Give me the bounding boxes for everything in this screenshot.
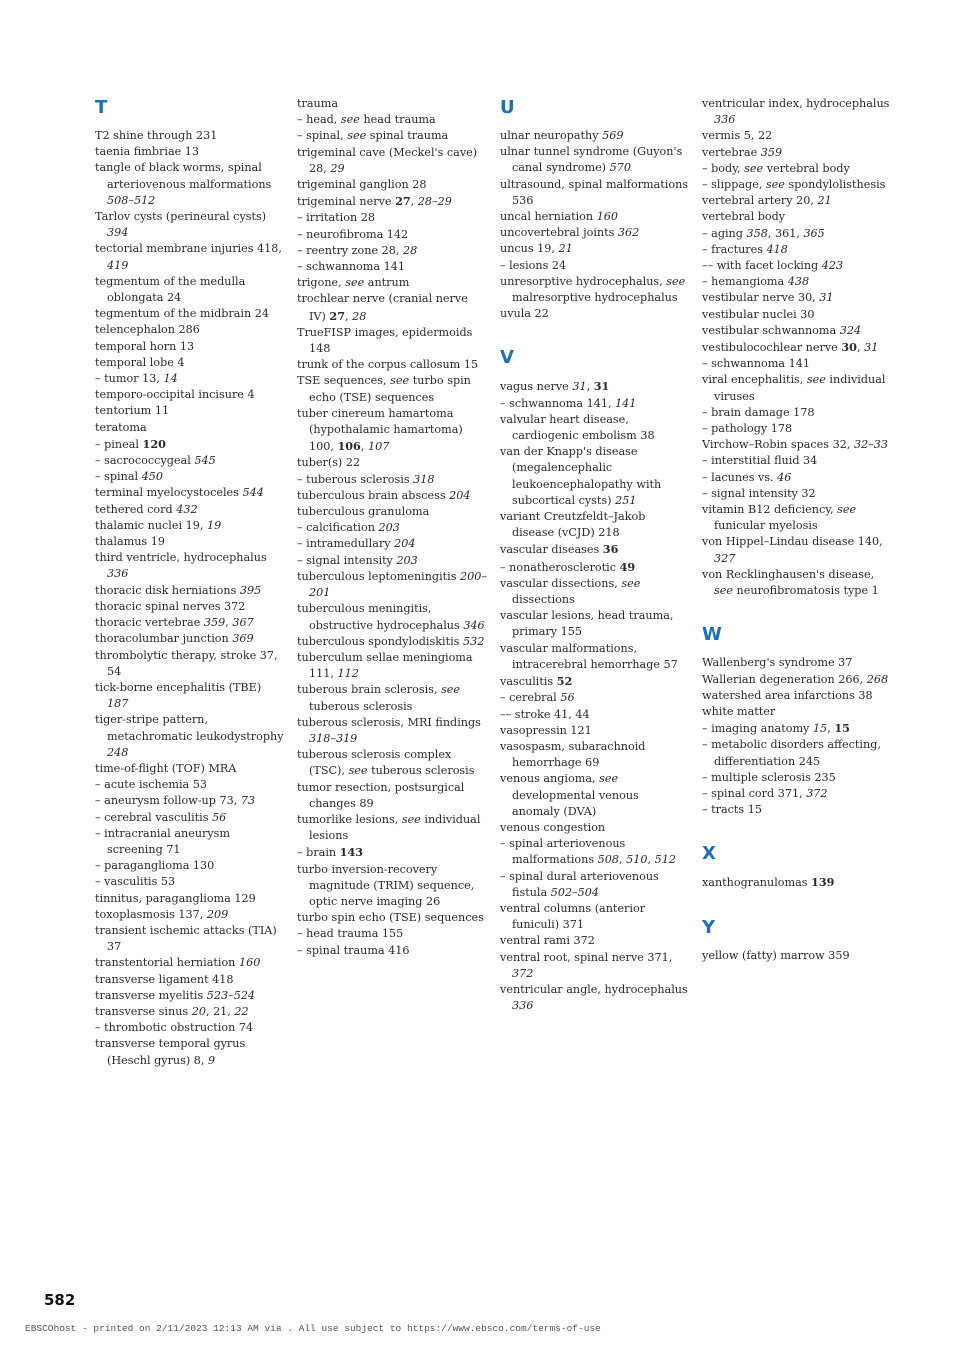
index-entry: – spinal 450	[95, 470, 163, 484]
index-entry: – spinal trauma 416	[297, 943, 410, 957]
index-entry: – interstitial fluid 34	[702, 454, 818, 468]
index-entry: temporal lobe 4	[95, 355, 185, 369]
index-entry: – tuberous sclerosis 318	[297, 472, 435, 486]
index-entry: – spinal dural arteriovenous fistula 502–504	[500, 869, 659, 899]
index-entry: temporo-occipital incisure 4	[95, 388, 255, 402]
index-entry: watershed area infarctions 38	[702, 688, 873, 702]
index-entry: tuberous sclerosis complex (TSC), see tuberous sclerosis	[297, 748, 475, 778]
index-entry: tuberculous meningitis, obstructive hydrocephalus 346	[297, 602, 485, 632]
index-entry: teratoma	[95, 420, 147, 434]
index-entry: – slippage, see spondylolisthesis	[702, 178, 886, 192]
index-entry: vascular diseases 36	[500, 542, 619, 557]
index-entry: trochlear nerve (cranial nerve IV) 27, 28	[297, 292, 468, 323]
index-entry: vertebrae 359	[702, 145, 783, 159]
index-entry: thoracolumbar junction 369	[95, 632, 254, 646]
index-entry: tuberous sclerosis, MRI findings 318–319	[297, 715, 481, 745]
index-entry: ventral columns (anterior funiculi) 371	[500, 901, 646, 932]
index-entry: thoracic spinal nerves 372	[95, 599, 246, 613]
index-entry: vasopressin 121	[500, 723, 592, 737]
index-entry: – hemangioma 438	[702, 275, 810, 289]
index-entry: – neurofibroma 142	[297, 227, 409, 241]
index-entry: – pathology 178	[702, 422, 793, 436]
index-entry: tinnitus, paraganglioma 129	[95, 891, 256, 905]
index-entry: uvula 22	[500, 307, 549, 321]
index-entry: TSE sequences, see turbo spin echo (TSE) sequences	[297, 374, 471, 404]
index-entry: – signal intensity 32	[702, 486, 816, 500]
index-entry: von Hippel–Lindau disease 140, 327	[702, 535, 883, 565]
index-entry: transverse sinus 20, 21, 22	[95, 1004, 249, 1018]
index-entry: – brain 143	[297, 845, 364, 860]
index-entry: vitamin B12 deficiency, see funicular myelosis	[702, 503, 857, 533]
index-entry: thoracic disk herniations 395	[95, 583, 262, 597]
index-entry: tumorlike lesions, see individual lesions	[297, 812, 481, 843]
index-entry: Virchow–Robin spaces 32, 32–33	[702, 438, 889, 452]
index-entry: vascular malformations, intracerebral hemorrhage 57	[500, 641, 678, 671]
index-entry: ventral rami 372	[500, 934, 595, 948]
index-entry: – intracranial aneurysm screening 71	[95, 826, 231, 856]
index-entry: – irritation 28	[297, 211, 375, 225]
index-entry: Tarlov cysts (perineural cysts) 394	[95, 210, 267, 240]
index-entry: vasospasm, subarachnoid hemorrhage 69	[500, 739, 646, 770]
index-entry: – aging 358, 361, 365	[702, 226, 825, 240]
index-entry: taenia fimbriae 13	[95, 145, 200, 159]
index-entry: tuberculous leptomeningitis 200–201	[297, 569, 487, 600]
index-entry: – calcification 203	[297, 521, 400, 535]
index-entry: time-of-flight (TOF) MRA	[95, 761, 237, 775]
index-entry: vasculitis 52	[500, 674, 573, 689]
index-entry: third ventricle, hydrocephalus 336	[95, 551, 267, 581]
index-entry: vertebral artery 20, 21	[702, 194, 832, 208]
index-entry: tiger-stripe pattern, metachromatic leukodystrophy 248	[95, 713, 284, 759]
index-entry: yellow (fatty) marrow 359	[702, 948, 850, 962]
index-entry: viral encephalitis, see individual viruses	[702, 373, 886, 403]
index-entry: – imaging anatomy 15, 15	[702, 721, 850, 736]
section-letter-y: Y	[702, 916, 716, 938]
index-entry: trigone, see antrum	[297, 276, 410, 290]
index-entry: – tracts 15	[702, 803, 762, 817]
index-entry: – vasculitis 53	[95, 875, 176, 889]
index-entry: trigeminal nerve 27, 28–29	[297, 194, 452, 209]
index-entry: – reentry zone 28, 28	[297, 243, 418, 257]
index-entry: ventral root, spinal nerve 371, 372	[500, 950, 673, 980]
index-entry: – lacunes vs. 46	[702, 470, 792, 484]
index-entry: vertebral body	[702, 210, 786, 224]
page-number: 582	[44, 1291, 76, 1309]
index-entry: – multiple sclerosis 235	[702, 770, 836, 784]
index-entry: tegmentum of the midbrain 24	[95, 307, 269, 321]
index-entry: tumor resection, postsurgical changes 89	[297, 780, 465, 810]
index-entry: – acute ischemia 53	[95, 778, 208, 792]
index-entry: – nonatherosclerotic 49	[500, 559, 636, 574]
index-entry: tuberous brain sclerosis, see tuberous sclerosis	[297, 683, 461, 713]
index-entry: – spinal cord 371, 372	[702, 786, 828, 800]
index-entry: tuberculous granuloma	[297, 505, 430, 519]
index-entry: – cerebral 56	[500, 691, 575, 705]
index-column-3	[500, 96, 690, 1014]
index-entry: vestibular schwannoma 324	[702, 323, 862, 337]
index-entry: temporal horn 13	[95, 339, 195, 353]
index-entry: vestibulocochlear nerve 30, 31	[702, 340, 879, 355]
index-entry: valvular heart disease, cardiogenic embolism 38	[500, 412, 655, 443]
index-entry: uncus 19, 21	[500, 242, 573, 256]
section-letter-w: W	[702, 624, 722, 646]
index-entry: transient ischemic attacks (TIA) 37	[95, 923, 277, 954]
section-letter-v: V	[500, 347, 514, 369]
index-entry: tuberculous spondylodiskitis 532	[297, 634, 485, 648]
index-entry: ultrasound, spinal malformations 536	[500, 177, 689, 207]
index-entry: ventricular index, hydrocephalus 336	[702, 97, 890, 127]
index-entry: transverse ligament 418	[95, 972, 234, 986]
index-entry: tuberculum sellae meningioma 111, 112	[297, 650, 473, 681]
index-entry: tectorial membrane injuries 418, 419	[95, 242, 282, 272]
index-entry: – intramedullary 204	[297, 537, 416, 551]
index-entry: ulnar neuropathy 569	[500, 129, 624, 142]
index-entry: – sacrococcygeal 545	[95, 454, 216, 468]
index-entry: thoracic vertebrae 359, 367	[95, 616, 254, 630]
index-entry: – thrombotic obstruction 74	[95, 1021, 254, 1035]
index-entry: TrueFISP images, epidermoids 148	[297, 325, 473, 356]
index-entry: – head, see head trauma	[297, 113, 436, 127]
index-entry: – schwannoma 141	[297, 260, 405, 274]
index-entry: van der Knapp's disease (megalencephalic leukoencephalopathy with subcortical cysts) 251	[500, 445, 662, 507]
index-entry: – fractures 418	[702, 242, 788, 256]
index-entry: vascular lesions, head trauma, primary 155	[500, 609, 674, 639]
section-letter-x: X	[702, 843, 716, 865]
index-entry: transverse temporal gyrus (Heschl gyrus) 8, 9	[95, 1037, 246, 1067]
index-entry: thalamus 19	[95, 535, 165, 549]
index-entry: thalamic nuclei 19, 19	[95, 518, 222, 532]
index-entry: – metabolic disorders affecting, differentiation 245	[702, 738, 881, 768]
index-entry: vestibular nerve 30, 31	[702, 291, 834, 305]
index-entry: terminal myelocystoceles 544	[95, 486, 264, 500]
index-entry: tuber(s) 22	[297, 456, 361, 470]
index-entry: turbo inversion-recovery magnitude (TRIM) sequence, optic nerve imaging 26	[297, 862, 475, 908]
index-entry: – spinal arteriovenous malformations 508, 510, 512	[500, 837, 676, 867]
section-letter-t: T	[95, 97, 108, 118]
index-entry: – paraganglioma 130	[95, 859, 215, 873]
index-entry: – head trauma 155	[297, 927, 404, 941]
index-entry: trigeminal ganglion 28	[297, 178, 427, 192]
index-entry: venous congestion	[500, 820, 606, 834]
index-entry: tegmentum of the medulla oblongata 24	[95, 274, 246, 305]
index-entry: – schwannoma 141	[702, 357, 810, 371]
index-entry: vestibular nuclei 30	[702, 307, 815, 321]
index-entry: xanthogranulomas 139	[702, 875, 835, 890]
index-entry: uncal herniation 160	[500, 210, 619, 224]
index-entry: – tumor 13, 14	[95, 372, 178, 386]
index-entry: turbo spin echo (TSE) sequences	[297, 911, 484, 925]
index-entry: T2 shine through 231	[95, 129, 218, 142]
index-entry: Wallerian degeneration 266, 268	[702, 672, 889, 686]
index-entry: transtentorial herniation 160	[95, 956, 261, 970]
index-entry: tick-borne encephalitis (TBE) 187	[95, 680, 262, 711]
index-entry: telencephalon 286	[95, 323, 200, 337]
index-entry: venous angioma, see developmental venous anomaly (DVA)	[500, 772, 639, 818]
index-entry: unresorptive hydrocephalus, see malresorptive hydrocephalus	[500, 274, 686, 305]
index-entry: tuberculous brain abscess 204	[297, 488, 471, 502]
index-entry: tuber cinereum hamartoma (hypothalamic hamartoma) 100, 106, 107	[297, 406, 463, 454]
index-entry: white matter	[702, 704, 776, 718]
index-entry: uncovertebral joints 362	[500, 226, 640, 240]
index-entry: trigeminal cave (Meckel's cave) 28, 29	[297, 145, 478, 175]
index-entry: thrombolytic therapy, stroke 37, 54	[95, 648, 278, 678]
index-entry: tentorium 11	[95, 404, 170, 418]
index-entry: –– stroke 41, 44	[500, 707, 590, 721]
index-entry: – schwannoma 141, 141	[500, 396, 637, 410]
index-entry: trauma	[297, 97, 338, 110]
index-entry: variant Creutzfeldt–Jakob disease (vCJD) 218	[500, 510, 646, 540]
index-entry: –– with facet locking 423	[702, 259, 844, 273]
index-entry: – brain damage 178	[702, 405, 815, 419]
index-entry: vermis 5, 22	[702, 129, 773, 143]
index-entry: – lesions 24	[500, 258, 567, 272]
footer-notice: EBSCOhost - printed on 2/11/2023 12:13 AM via . All use subject to https://www.ebsco.com/terms-of-use	[25, 1323, 601, 1334]
index-entry: toxoplasmosis 137, 209	[95, 907, 229, 921]
index-column-1	[95, 96, 285, 1069]
index-entry: trunk of the corpus callosum 15	[297, 358, 479, 372]
index-entry: – pineal 120	[95, 436, 166, 451]
index-entry: – signal intensity 203	[297, 553, 418, 567]
index-entry: – body, see vertebral body	[702, 161, 850, 175]
index-entry: tethered cord 432	[95, 502, 198, 516]
index-entry: Wallenberg's syndrome 37	[702, 656, 853, 670]
index-entry: ventricular angle, hydrocephalus 336	[500, 982, 688, 1013]
index-column-4	[702, 96, 892, 964]
index-entry: ulnar tunnel syndrome (Guyon's canal syndrome) 570	[500, 145, 683, 175]
index-entry: von Recklinghausen's disease, see neurofibromatosis type 1	[702, 567, 879, 598]
index-entry: vascular dissections, see dissections	[500, 576, 641, 607]
index-column-2	[297, 96, 487, 959]
index-entry: – spinal, see spinal trauma	[297, 129, 449, 143]
index-entry: transverse myelitis 523–524	[95, 988, 256, 1002]
index-entry: – cerebral vasculitis 56	[95, 810, 227, 824]
index-entry: – aneurysm follow-up 73, 73	[95, 794, 256, 808]
section-letter-u: U	[500, 97, 515, 118]
index-entry: tangle of black worms, spinal arteriovenous malformations 508–512	[95, 161, 272, 207]
index-entry: vagus nerve 31, 31	[500, 379, 610, 394]
